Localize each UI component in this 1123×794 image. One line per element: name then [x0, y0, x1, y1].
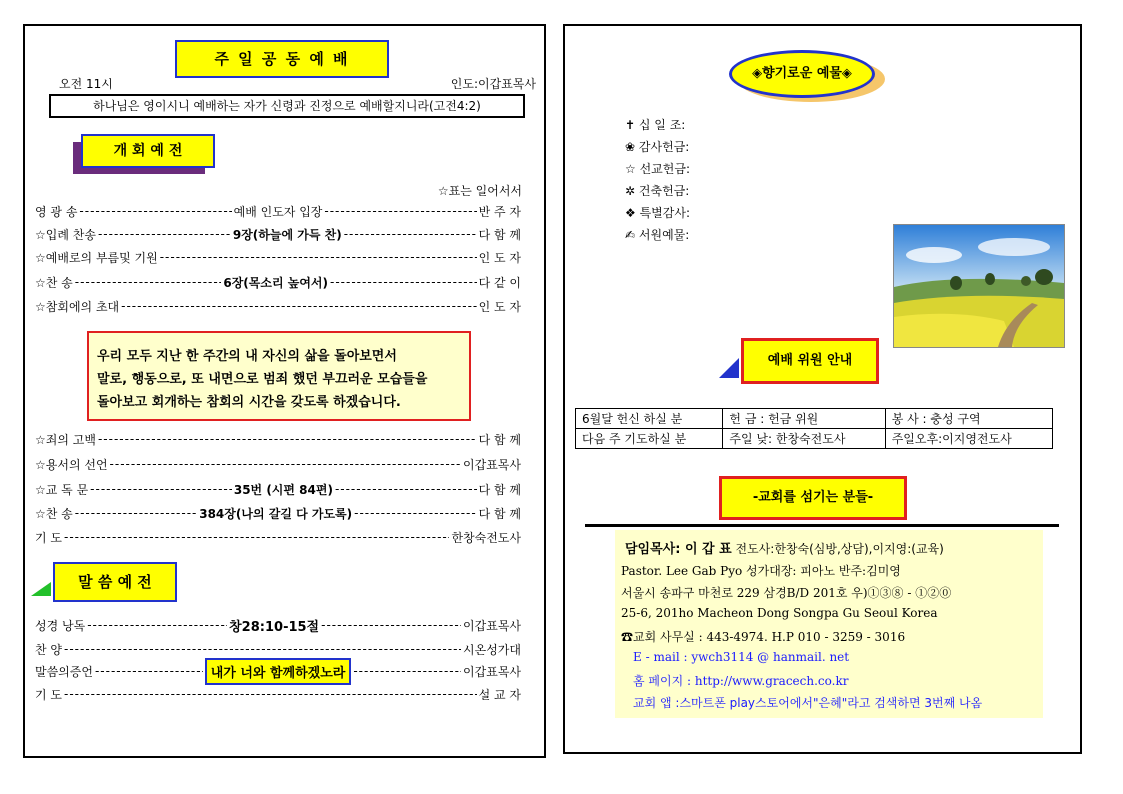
section-opening: 개 회 예 전 — [81, 134, 215, 168]
section-triangle — [31, 582, 51, 596]
list-item: ☆찬 송 ----- 6장(목소리 높여서) ----- 다 같 이 — [35, 273, 521, 291]
offering-item: ✝ 십 일 조: — [625, 118, 686, 132]
service-leader: 인도:이갑표목사 — [450, 77, 536, 91]
list-item: 성경 낭독 ----- 창28:10-15절 ----- 이갑표목사 — [35, 616, 521, 634]
pastor-english: Pastor. Lee Gab Pyo 성가대장: 피아노 반주:김미영 — [621, 564, 901, 578]
offering-item: ❖ 특별감사: — [625, 206, 691, 220]
service-time: 오전 11시 — [59, 77, 113, 91]
service-title: 주 일 공 동 예 배 — [175, 40, 389, 78]
list-item: 영 광 송 ----- 예배 인도자 입장 ----- 반 주 자 — [35, 202, 521, 220]
list-item: 기 도 ----- 설 교 자 — [35, 685, 521, 703]
landscape-photo — [893, 224, 1065, 348]
list-item: 말씀의증언 ----- 내가 너와 함께하겠노라 ----- 이갑표목사 — [35, 662, 521, 680]
table-cell: 주일오후:이지영전도사 — [885, 429, 1052, 449]
table-row — [576, 409, 1053, 429]
contact-box — [615, 530, 1043, 718]
homepage-link[interactable]: 홈 페이지 : http://www.gracech.co.kr — [633, 674, 849, 688]
list-item: ☆찬 송 ----- 384장(나의 갈길 다 가도록) ----- 다 함 께 — [35, 504, 521, 522]
list-item: ☆참회에의 초대 ----- 인 도 자 — [35, 297, 521, 315]
app-info: 교회 앱 :스마트폰 play스토어에서"은혜"라고 검색하면 3번째 나옴 — [633, 696, 983, 710]
list-item: ☆입례 찬송 ----- 9장(하늘에 가득 찬) ----- 다 함 께 — [35, 225, 521, 243]
address-english: 25-6, 201ho Macheon Dong Songpa Gu Seoul Korea — [621, 606, 938, 620]
writing-hand-icon: ✍ — [625, 228, 636, 242]
diamond-icon: ❖ — [625, 206, 636, 220]
table-row — [576, 429, 1053, 449]
list-item: ☆교 독 문 ----- 35번 (시편 84편) ----- 다 함 께 — [35, 480, 521, 498]
offering-item: ☆ 선교헌금: — [625, 162, 691, 176]
confession-box — [87, 331, 471, 421]
worship-staff-title: 예배 위원 안내 — [741, 338, 879, 384]
list-item: ☆죄의 고백 ----- 다 함 께 — [35, 430, 521, 448]
table-cell: 다음 주 기도하실 분 — [576, 429, 723, 449]
offering-title: ◈향기로운 예물◈ — [729, 50, 875, 98]
asterisk-icon: ✲ — [625, 184, 636, 198]
worship-staff-table — [575, 408, 1053, 449]
landscape-illustration — [894, 225, 1064, 347]
address-korean: 서울시 송파구 마천로 229 삼경B/D 201호 우)①③⑧ - ①②⓪ — [621, 586, 952, 600]
list-item: ☆예배로의 부름및 기원 ----- 인 도 자 — [35, 248, 521, 266]
scripture-verse: 하나님은 영이시니 예배하는 자가 신령과 진정으로 예배할지니라(고전4:2) — [49, 94, 525, 118]
table-cell: 봉 사 : 충성 구역 — [885, 409, 1052, 429]
confession-line: 돌아보고 회개하는 참회의 시간을 갖도록 하겠습니다. — [97, 395, 401, 410]
pastor-line — [625, 538, 944, 557]
offering-item: ✲ 건축헌금: — [625, 184, 690, 198]
evangelists: 전도사:한창숙(심방,상담),이지영:(교육) — [731, 542, 944, 556]
divider — [585, 524, 1059, 527]
list-item: 기 도 ----- 한창숙전도사 — [35, 528, 521, 546]
right-panel — [563, 24, 1082, 754]
section-triangle — [719, 358, 739, 378]
table-cell: 주일 낮: 한창숙전도사 — [723, 429, 885, 449]
confession-line: 말로, 행동으로, 또 내면으로 범죄 했던 부끄러운 모습들을 — [97, 372, 428, 387]
confession-line: 우리 모두 지난 한 주간의 내 자신의 삶을 돌아보면서 — [97, 349, 397, 364]
star-icon: ☆ — [625, 162, 636, 176]
cross-icon: ✝ — [625, 118, 636, 132]
offering-item: ❀ 감사헌금: — [625, 140, 690, 154]
section-word: 말 씀 예 전 — [53, 562, 177, 602]
phone: ☎교회 사무실 : 443-4974. H.P 010 - 3259 - 3016 — [621, 630, 906, 644]
servants-title: -교회를 섬기는 분들- — [719, 476, 907, 520]
email-link[interactable]: E - mail : ywch3114 @ hanmail. net — [633, 650, 850, 664]
table-cell: 6월달 헌신 하실 분 — [576, 409, 723, 429]
list-item: ☆용서의 선언 ----- 이갑표목사 — [35, 455, 521, 473]
pastor-name: 담임목사: 이 갑 표 — [625, 542, 732, 557]
list-item: 찬 양 ----- 시온성가대 — [35, 640, 521, 658]
table-cell: 헌 금 : 헌금 위원 — [723, 409, 885, 429]
offering-item: ✍ 서원예물: — [625, 228, 690, 242]
left-panel — [23, 24, 546, 758]
stand-note: ☆표는 일어서서 — [437, 184, 522, 198]
flower-icon: ❀ — [625, 140, 636, 154]
